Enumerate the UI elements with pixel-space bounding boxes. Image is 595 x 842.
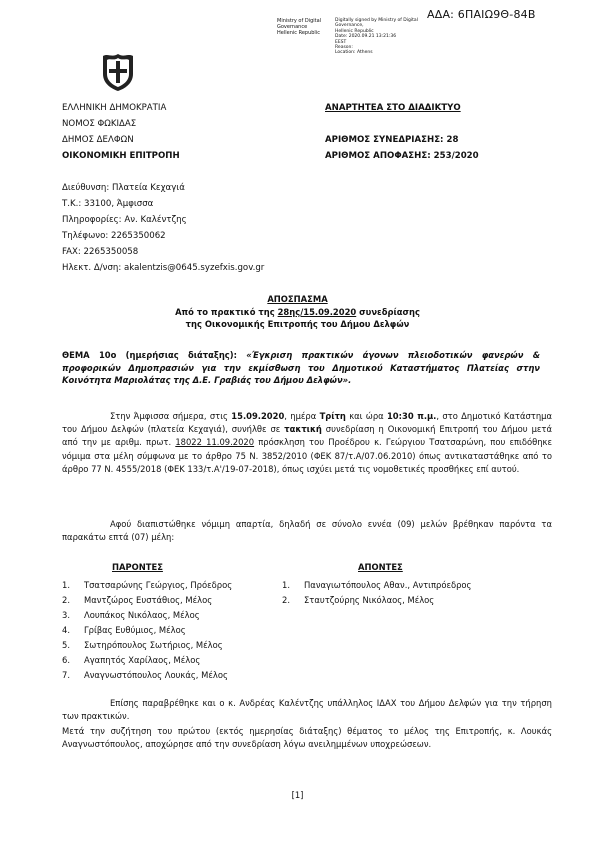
list-item xyxy=(62,623,232,638)
signature-detail: EEST xyxy=(335,39,347,45)
item-number: 2. xyxy=(62,595,70,605)
item-number: 1. xyxy=(282,580,290,590)
decision-number: ΑΡΙΘΜΟΣ ΑΠΟΦΑΣΗΣ: 253/2020 xyxy=(325,151,479,161)
signature-line: Ministry of Digital xyxy=(277,18,322,24)
signature-detail: Digitally signed by Ministry of Digital Governance, xyxy=(335,18,418,29)
committee-line: ΟΙΚΟΝΟΜΙΚΗ ΕΠΙΤΡΟΠΗ xyxy=(62,151,180,161)
title-committee: της Οικονομικής Επιτροπής του Δήμου Δελφών xyxy=(185,319,410,329)
fax: FAX: 2265350058 xyxy=(62,247,139,257)
signature-line: Hellenic Republic xyxy=(277,30,320,36)
item-number: 7. xyxy=(62,670,70,680)
absent-members-list xyxy=(282,578,471,608)
country-line: ΕΛΛΗΝΙΚΗ ΔΗΜΟΚΡΑΤΙΑ xyxy=(62,103,167,113)
member-name: Μαντζώρος Ευστάθιος, Μέλος xyxy=(84,595,213,605)
meeting-time: 10:30 π.μ. xyxy=(386,411,437,421)
meeting-day: Τρίτη xyxy=(319,411,346,421)
info-person: Πληροφορίες: Αν. Καλέντζης xyxy=(62,215,187,225)
meeting-date: 15.09.2020 xyxy=(231,411,285,421)
text: και ώρα xyxy=(345,411,387,421)
list-item xyxy=(282,593,471,608)
list-item xyxy=(62,593,232,608)
prefecture-line: ΝΟΜΟΣ ΦΩΚΙΔΑΣ xyxy=(62,119,137,129)
postal-code: Τ.Κ.: 33100, Άμφισσα xyxy=(62,199,154,209)
meeting-kind: τακτική xyxy=(284,424,322,435)
present-title: ΠΑΡΟΝΤΕΣ xyxy=(112,562,163,572)
document-meta xyxy=(325,100,479,164)
signature-line: Governance xyxy=(277,24,308,30)
quorum-paragraph: Αφού διαπιστώθηκε νόμιμη απαρτία, δηλαδή σε σύνολο εννέα (09) μελών βρέθηκαν παρόντα τα παρακάτω επτά (07) μέλη: xyxy=(62,519,552,543)
subject xyxy=(62,349,540,387)
text: πρόσκληση του Προέδρου κ. Γεώργιου Τσατσαρώνη, που επιδόθηκε νόμιμα στα μέλη σύμφωνα με το άρθρο 75 Ν. 3852/2010 (ΦΕΚ 87/τ.Α/07.06.2010) όπως αντικαταστάθηκε από το άρθρο 77 Ν. 4555/2018 (ΦΕΚ 133/τ.Α'/19-07-2018), όπως ισχύει μετά τις νομοθετικές προσθήκες επί αυτού. xyxy=(62,437,553,474)
session-number: ΑΡΙΘΜΟΣ ΣΥΝΕΔΡΙΑΣΗΣ: 28 xyxy=(325,135,459,145)
list-item xyxy=(62,608,232,623)
text: συνεδρίαση η Οικονομική Επιτροπή του Δήμου μετά από την με αριθμ. πρωτ. xyxy=(62,424,552,448)
list-item xyxy=(62,653,232,668)
member-name: Σωτηρόπουλος Σωτήριος, Μέλος xyxy=(84,640,223,650)
item-number: 4. xyxy=(62,625,70,635)
invitation-reference: 18022 11.09.2020 xyxy=(175,437,255,448)
member-name: Αναγνωστόπουλος Λουκάς, Μέλος xyxy=(84,670,228,680)
signature-detail: Hellenic Republic xyxy=(335,28,374,34)
opening-paragraph xyxy=(62,410,552,476)
item-number: 5. xyxy=(62,640,70,650)
subject-label: ΘΕΜΑ 10ο (ημερήσιας διάταξης): xyxy=(62,350,237,360)
member-name: Παναγιωτόπουλος Αθαν., Αντιπρόεδρος xyxy=(304,580,472,590)
email: Ηλεκτ. Δ/νση: akalentzis@0645.syzefxis.gov.gr xyxy=(62,263,265,273)
list-item xyxy=(62,668,232,683)
title-text: συνεδρίασης xyxy=(356,306,420,317)
present-members-list xyxy=(62,578,232,683)
list-item xyxy=(62,578,232,593)
secretary-paragraph: Επίσης παραβρέθηκε και ο κ. Ανδρέας Καλέντζης υπάλληλος ΙΔΑΧ του Δήμου Δελφών για την τήρηση των πρακτικών. xyxy=(62,698,552,722)
signature-detail: Date: 2020.09.21 13:21:36 xyxy=(335,34,397,40)
subject-text: «Έγκριση πρακτικών άγονων πλειοδοτικών φανερών & προφορικών Δημοπρασιών για την εκμίσθωση του Δημοτικού Καταστήματος Πλατείας στην Κοινότητα Μαριολάτας της Δ.Ε. Γραβιάς του Δήμου Δελφών». xyxy=(62,350,541,385)
list-item xyxy=(62,638,232,653)
member-name: Γρίβας Ευθύμιος, Μέλος xyxy=(84,625,186,635)
publish-notice: ΑΝΑΡΤΗΤΕΑ ΣΤΟ ΔΙΑΔΙΚΤΥΟ xyxy=(325,103,461,113)
signature-detail: Location: Athens xyxy=(335,50,373,56)
absent-title: ΑΠΟΝΤΕΣ xyxy=(358,562,403,572)
document-title xyxy=(0,293,595,331)
excerpt-title: ΑΠΟΣΠΑΣΜΑ xyxy=(267,294,328,304)
item-number: 6. xyxy=(62,655,70,665)
text: , ημέρα xyxy=(284,411,320,421)
text: Στην Άμφισσα σήμερα, στις xyxy=(110,411,232,421)
member-name: Τσατσαρώνης Γεώργιος, Πρόεδρος xyxy=(84,580,233,590)
member-name: Σταυτζούρης Νικόλαος, Μέλος xyxy=(304,595,435,605)
contact-info xyxy=(62,180,264,276)
item-number: 2. xyxy=(282,595,290,605)
address: Διεύθυνση: Πλατεία Κεχαγιά xyxy=(62,183,185,193)
signature-detail: Reason: xyxy=(335,45,353,51)
ada-number: ΑΔΑ: 6ΠΑΙΩ9Θ-84Β xyxy=(427,8,536,21)
greek-emblem-icon xyxy=(100,52,136,92)
item-number: 3. xyxy=(62,610,70,620)
page-number: [1] xyxy=(291,790,304,800)
issuer-header xyxy=(62,100,180,164)
list-item xyxy=(282,578,471,593)
title-text: Από το πρακτικό της xyxy=(175,306,278,317)
departure-paragraph: Μετά την συζήτηση του πρώτου (εκτός ημερησίας διάταξης) θέματος το μέλος της Επιτροπής, κ. Λουκάς Αναγνωστόπουλος, αποχώρησε από την συνεδρίαση λόγω ανειλημμένων υποχρεώσεων. xyxy=(62,726,552,750)
text: , στο Δημοτικό Κατάστημα του Δήμου Δελφών (πλατεία Κεχαγιά), συνήλθε σε xyxy=(62,411,552,435)
municipality-line: ΔΗΜΟΣ ΔΕΛΦΩΝ xyxy=(62,135,134,145)
member-name: Λουπάκος Νικόλαος, Μέλος xyxy=(84,610,200,620)
session-date: 28ης/15.09.2020 xyxy=(277,306,357,317)
member-name: Αγαπητός Χαρίλαος, Μέλος xyxy=(84,655,201,665)
phone: Τηλέφωνο: 2265350062 xyxy=(62,231,166,241)
item-number: 1. xyxy=(62,580,70,590)
